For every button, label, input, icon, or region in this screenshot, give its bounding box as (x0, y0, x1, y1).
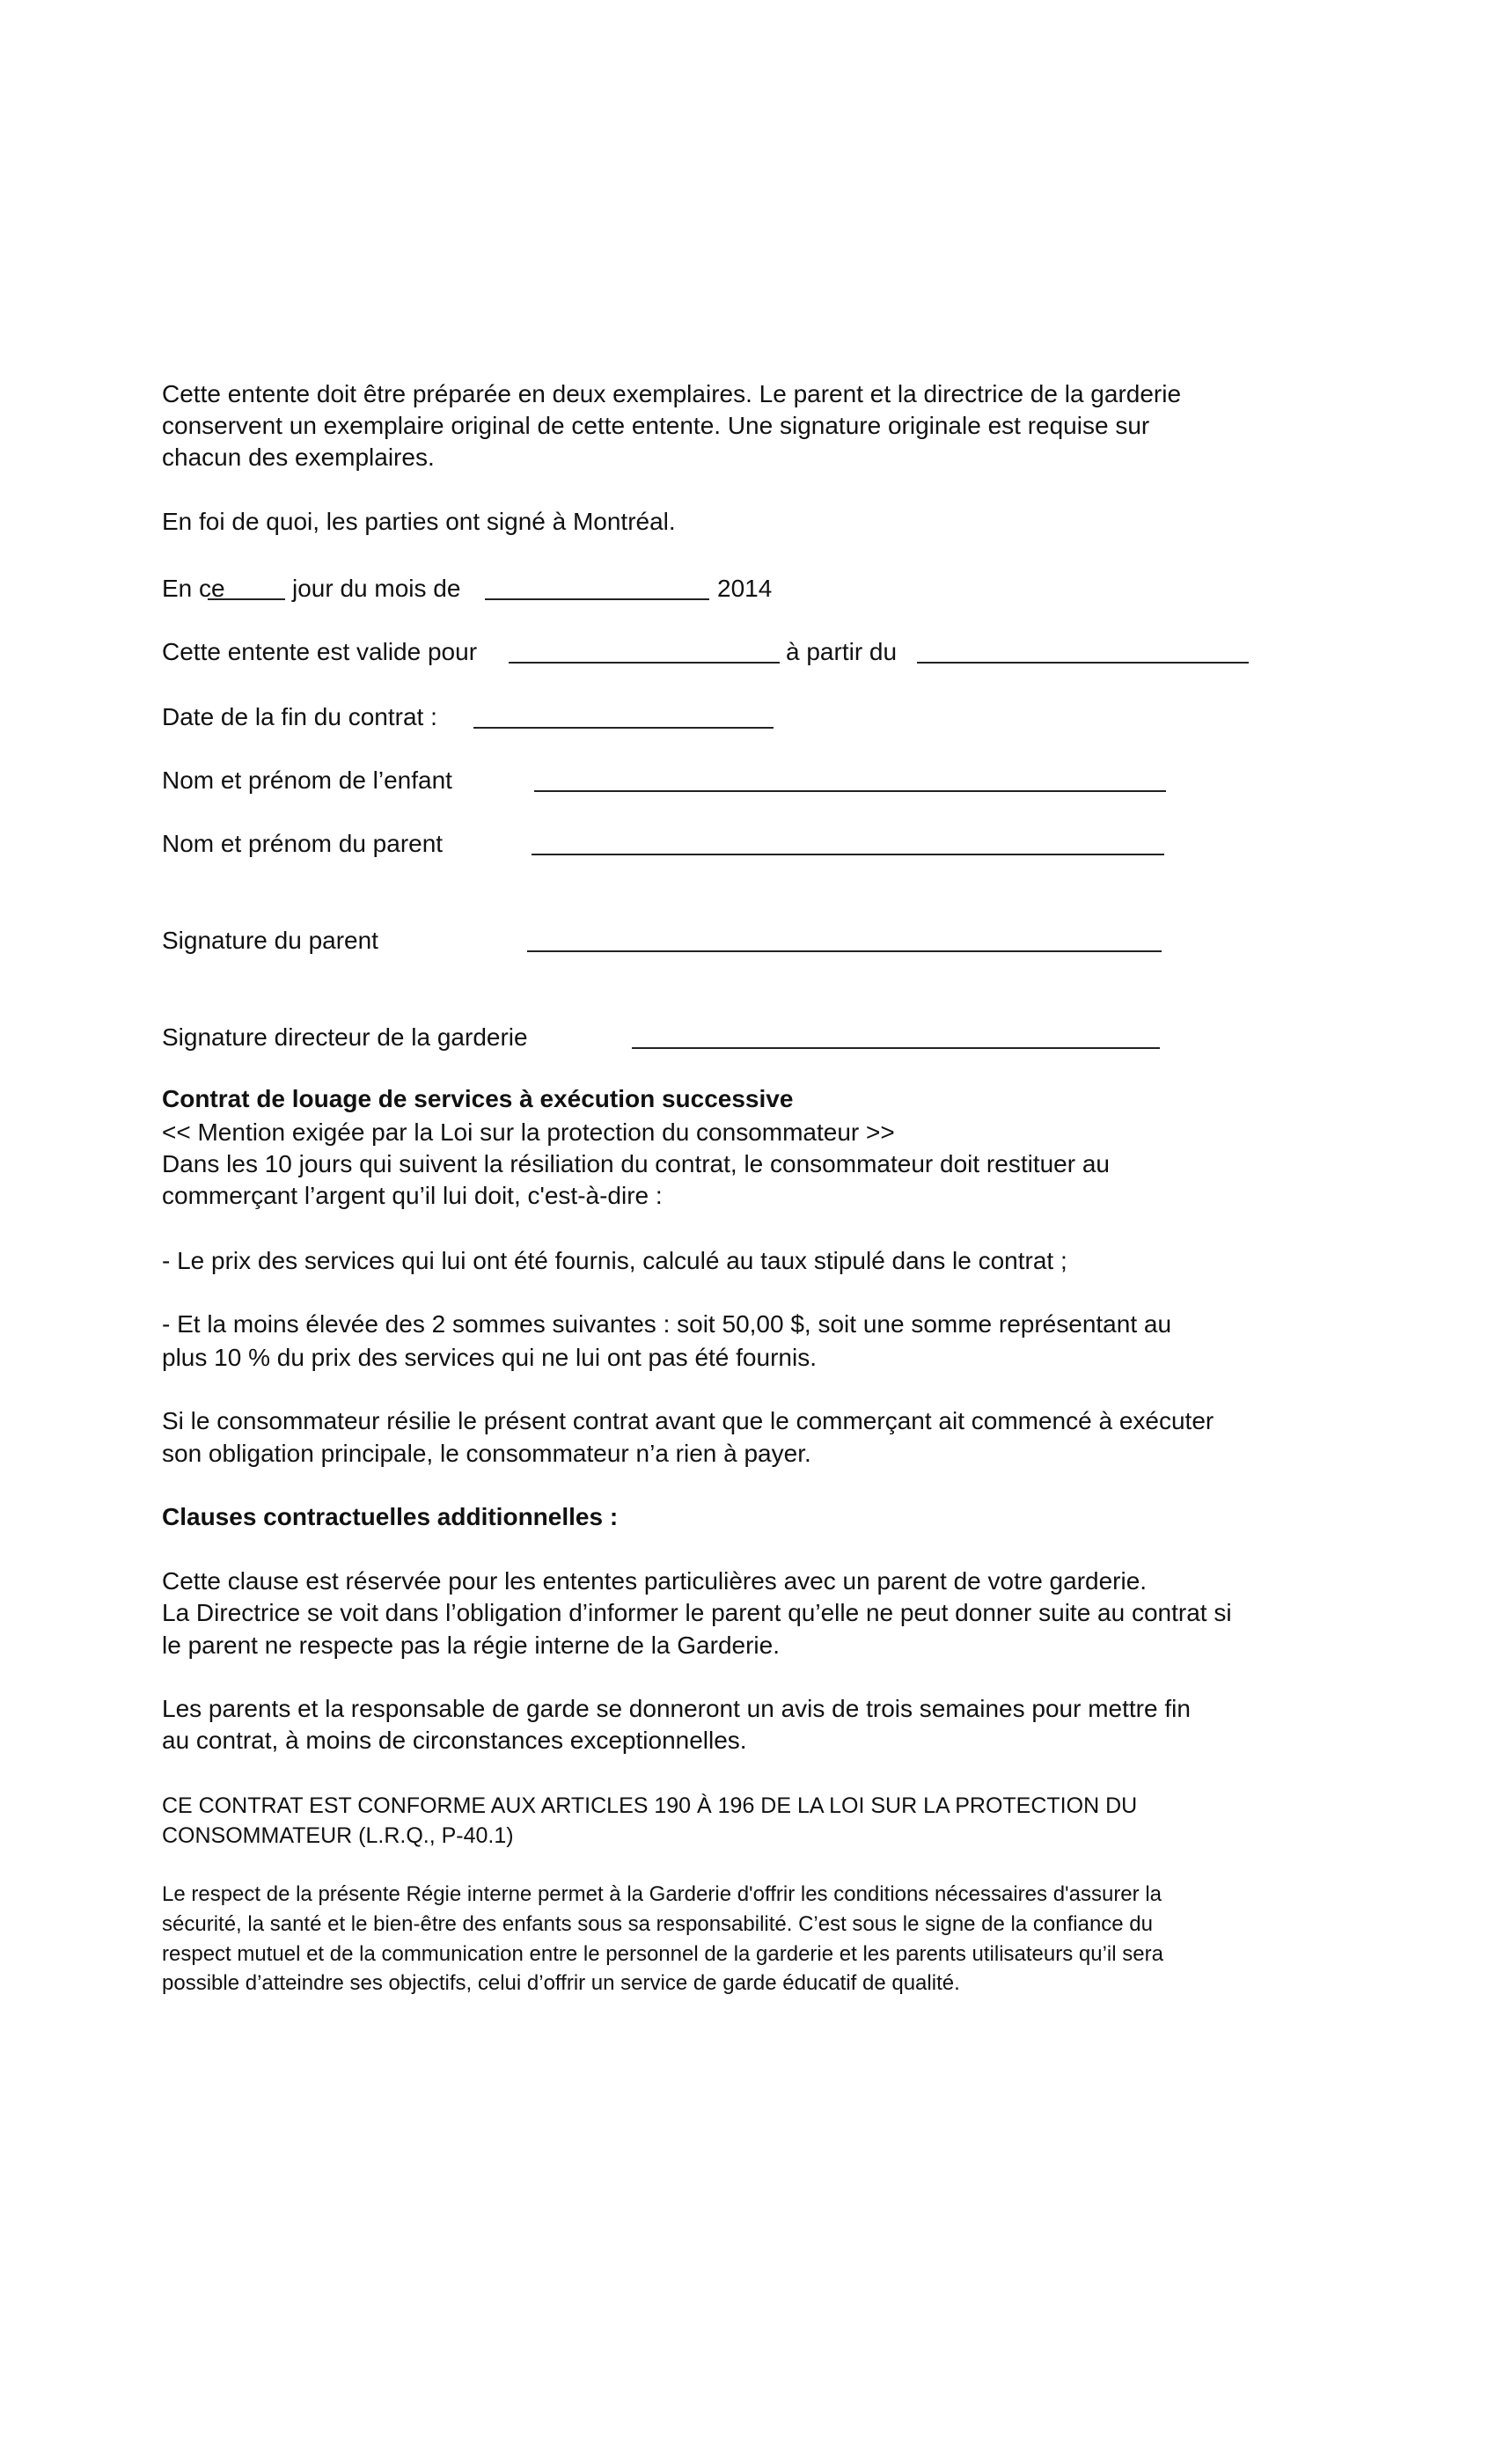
end-date-blank (473, 727, 774, 729)
end-date-label: Date de la fin du contrat : (162, 703, 437, 730)
text-line: CONSOMMATEUR (L.R.Q., P-40.1) (162, 1823, 514, 1848)
text-line: chacun des exemplaires. (162, 444, 435, 471)
text-line: Cette clause est réservée pour les ententes particulières avec un parent de votre garderie. (162, 1567, 1148, 1595)
parent-name-label: Nom et prénom du parent (162, 830, 444, 857)
text-line: Dans les 10 jours qui suivent la résiliation du contrat, le consommateur doit restituer au (162, 1150, 1110, 1177)
text-line: sécurité, la santé et le bien-être des enfants sous sa responsabilité. C’est sous le signe de la confiance du (162, 1912, 1153, 1936)
parent-signature-label: Signature du parent (162, 927, 378, 954)
start-date-label: à partir du (786, 638, 898, 665)
start-date-blank (917, 662, 1249, 664)
month-label: jour du mois de (292, 575, 461, 602)
text-line: Cette entente doit être préparée en deux exemplaires. Le parent et la directrice de la garderie (162, 380, 1182, 407)
parent-signature-blank (527, 950, 1162, 952)
text-line: CE CONTRAT EST CONFORME AUX ARTICLES 190 À 196 DE LA LOI SUR LA PROTECTION DU (162, 1793, 1138, 1818)
valid-for-label: Cette entente est valide pour (162, 638, 478, 665)
month-blank (485, 598, 709, 600)
text-line: le parent ne respecte pas la régie interne de la Garderie. (162, 1632, 780, 1659)
duration-blank (509, 662, 780, 664)
child-name-blank (534, 790, 1166, 792)
date-prefix-label: En ce (162, 575, 225, 602)
text-line: Si le consommateur résilie le présent contrat avant que le commerçant ait commencé à exécuter (162, 1407, 1214, 1434)
text-line: respect mutuel et de la communication entre le personnel de la garderie et les parents utilisateurs qu’il sera (162, 1942, 1163, 1966)
list-item-continued: plus 10 % du prix des services qui ne lui ont pas été fournis. (162, 1344, 817, 1371)
text-line: commerçant l’argent qu’il lui doit, c'est-à-dire : (162, 1182, 663, 1209)
text-line: Les parents et la responsable de garde se donneront un avis de trois semaines pour mettre fin (162, 1695, 1191, 1722)
clauses-heading: Clauses contractuelles additionnelles : (162, 1503, 619, 1530)
text-line: au contrat, à moins de circonstances exceptionnelles. (162, 1727, 747, 1754)
list-item: - Et la moins élevée des 2 sommes suivantes : soit 50,00 $, soit une somme représentant au (162, 1310, 1172, 1338)
text-line: son obligation principale, le consommateur n’a rien à payer. (162, 1440, 811, 1467)
list-item: - Le prix des services qui lui ont été fournis, calculé au taux stipulé dans le contrat ; (162, 1247, 1067, 1274)
child-name-label: Nom et prénom de l’enfant (162, 766, 452, 794)
legal-mention: << Mention exigée par la Loi sur la protection du consommateur >> (162, 1118, 895, 1146)
text-line: Le respect de la présente Régie interne permet à la Garderie d'offrir les conditions nécessaires d'assurer la (162, 1882, 1162, 1906)
director-signature-label: Signature directeur de la garderie (162, 1023, 528, 1051)
text-line: conservent un exemplaire original de cette entente. Une signature originale est requise sur (162, 412, 1150, 439)
text-line: possible d’atteindre ses objectifs, celui d’offrir un service de garde éducatif de qualité. (162, 1971, 960, 1995)
witness-statement: En foi de quoi, les parties ont signé à Montréal. (162, 508, 676, 535)
day-blank (208, 598, 285, 600)
director-signature-blank (632, 1047, 1160, 1049)
text-line: La Directrice se voit dans l’obligation d’informer le parent qu’elle ne peut donner suite au contrat si (162, 1599, 1232, 1626)
parent-name-blank (532, 854, 1164, 855)
contract-heading: Contrat de louage de services à exécution successive (162, 1085, 794, 1112)
year-label: 2014 (717, 575, 773, 602)
